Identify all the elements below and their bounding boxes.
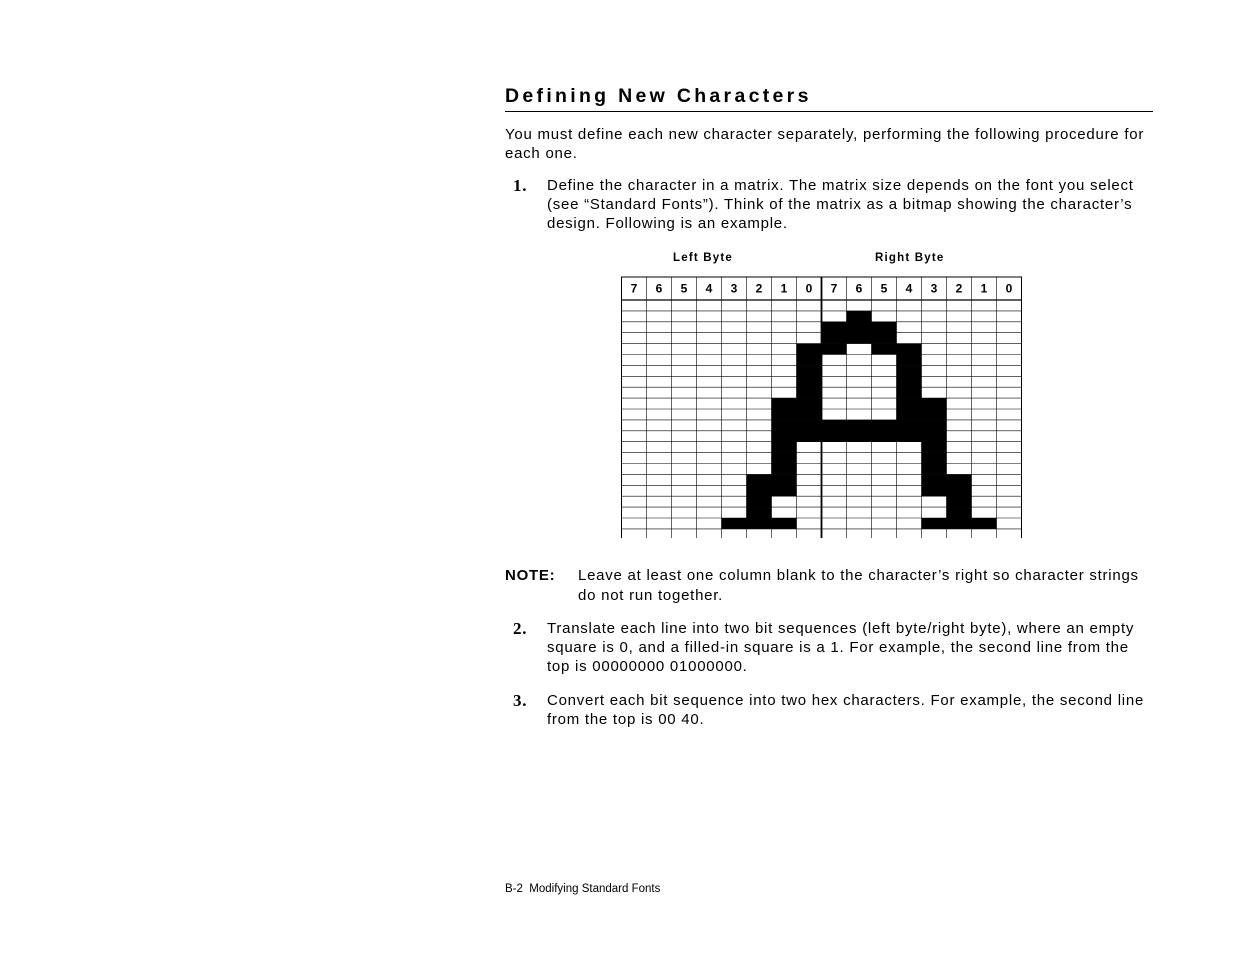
bitmap-filled-cell [747,518,772,529]
bitmap-filled-cell [797,376,822,387]
bitmap-filled-cell [897,420,922,431]
bitmap-filled-cell [922,485,947,496]
bitmap-filled-cell [897,431,922,442]
bit-position-label: 0 [1005,281,1013,296]
bitmap-filled-cell [722,518,747,529]
bitmap-filled-cell [872,333,897,344]
bit-position-label: 3 [930,281,938,296]
bitmap-filled-cell [872,431,897,442]
page-footer: B-2 Modifying Standard Fonts [505,883,661,895]
bitmap-filled-cell [847,333,872,344]
step-text: Translate each line into two bit sequences (left byte/right byte), where an empty square is 0, and a filled-in square is a 1. For example, the second line from the top is 00000000 01000000. [547,620,1135,675]
page-title: Defining New Characters [505,85,1153,112]
bitmap-filled-cell [797,431,822,442]
note-label: NOTE: [505,567,556,584]
bitmap-filled-cell [847,322,872,333]
step-text: Define the character in a matrix. The matrix size depends on the font you select (see “Standard Fonts”). Think of the matrix as a bitmap showing the character’s design. Following is an example. [547,177,1134,232]
bit-position-label: 6 [655,281,663,296]
step-number: 3. [513,691,528,710]
note-text: Leave at least one column blank to the character’s right so character strings do not run together. [578,567,1139,604]
bitmap-filled-cell [797,365,822,376]
bitmap-filled-cell [772,409,797,420]
bitmap-filled-cell [922,474,947,485]
right-byte-label: Right Byte [875,252,945,264]
left-byte-label: Left Byte [673,252,734,264]
bitmap-filled-cell [847,431,872,442]
bitmap-filled-cell [772,464,797,475]
bitmap-filled-cell [922,442,947,453]
bitmap-filled-cell [797,344,822,355]
bitmap-filled-cell [772,420,797,431]
bitmap-filled-cell [872,344,897,355]
bitmap-filled-cell [847,311,872,322]
bit-position-label: 2 [755,281,763,296]
bitmap-filled-cell [772,398,797,409]
bitmap-filled-cell [897,387,922,398]
bitmap-filled-cell [872,322,897,333]
bitmap-filled-cell [822,344,847,355]
bitmap-filled-cell [822,431,847,442]
bitmap-filled-cell [897,355,922,366]
bit-position-label: 7 [630,281,638,296]
bitmap-filled-cell [947,507,972,518]
bitmap-filled-cell [922,431,947,442]
bitmap-filled-cell [947,496,972,507]
bit-position-label: 6 [855,281,863,296]
bitmap-filled-cell [847,420,872,431]
character-bitmap-matrix [620,276,1026,538]
step-text: Convert each bit sequence into two hex characters. For example, the second line from the top is 00 40. [547,692,1145,728]
bit-position-label: 3 [730,281,738,296]
step-number: 2. [513,619,528,638]
bitmap-filled-cell [822,420,847,431]
bitmap-filled-cell [772,518,797,529]
bitmap-filled-cell [822,333,847,344]
bitmap-filled-cell [747,507,772,518]
bitmap-filled-cell [897,398,922,409]
bitmap-filled-cell [922,420,947,431]
bitmap-filled-cell [922,398,947,409]
intro-paragraph: You must define each new character separately, performing the following procedure for each one. [505,126,1145,162]
bitmap-filled-cell [822,322,847,333]
bitmap-filled-cell [747,485,772,496]
bit-position-label: 5 [880,281,888,296]
bitmap-filled-cell [897,365,922,376]
bitmap-filled-cell [872,420,897,431]
bitmap-filled-cell [922,464,947,475]
bit-position-label: 0 [805,281,813,296]
bit-position-label: 5 [680,281,688,296]
bit-position-label: 7 [830,281,838,296]
bitmap-filled-cell [972,518,997,529]
bitmap-filled-cell [772,442,797,453]
bitmap-filled-cell [947,485,972,496]
bit-position-label: 1 [780,281,788,296]
bitmap-filled-cell [897,376,922,387]
bitmap-filled-cell [772,453,797,464]
bitmap-filled-cell [922,409,947,420]
bitmap-filled-cell [797,387,822,398]
bitmap-filled-cell [772,431,797,442]
bitmap-filled-cell [772,485,797,496]
bit-position-label: 2 [955,281,963,296]
bit-position-label: 1 [980,281,988,296]
bitmap-filled-cell [897,409,922,420]
bitmap-filled-cell [747,496,772,507]
step-number: 1. [513,176,528,195]
bitmap-filled-cell [947,518,972,529]
bitmap-filled-cell [797,398,822,409]
bitmap-filled-cell [747,474,772,485]
bit-position-label: 4 [705,281,713,296]
bitmap-filled-cell [797,355,822,366]
bitmap-filled-cell [922,518,947,529]
bitmap-filled-cell [797,409,822,420]
bitmap-filled-cell [797,420,822,431]
bitmap-filled-cell [897,344,922,355]
bitmap-filled-cell [922,453,947,464]
bitmap-filled-cell [772,474,797,485]
bit-position-label: 4 [905,281,913,296]
bitmap-filled-cell [947,474,972,485]
